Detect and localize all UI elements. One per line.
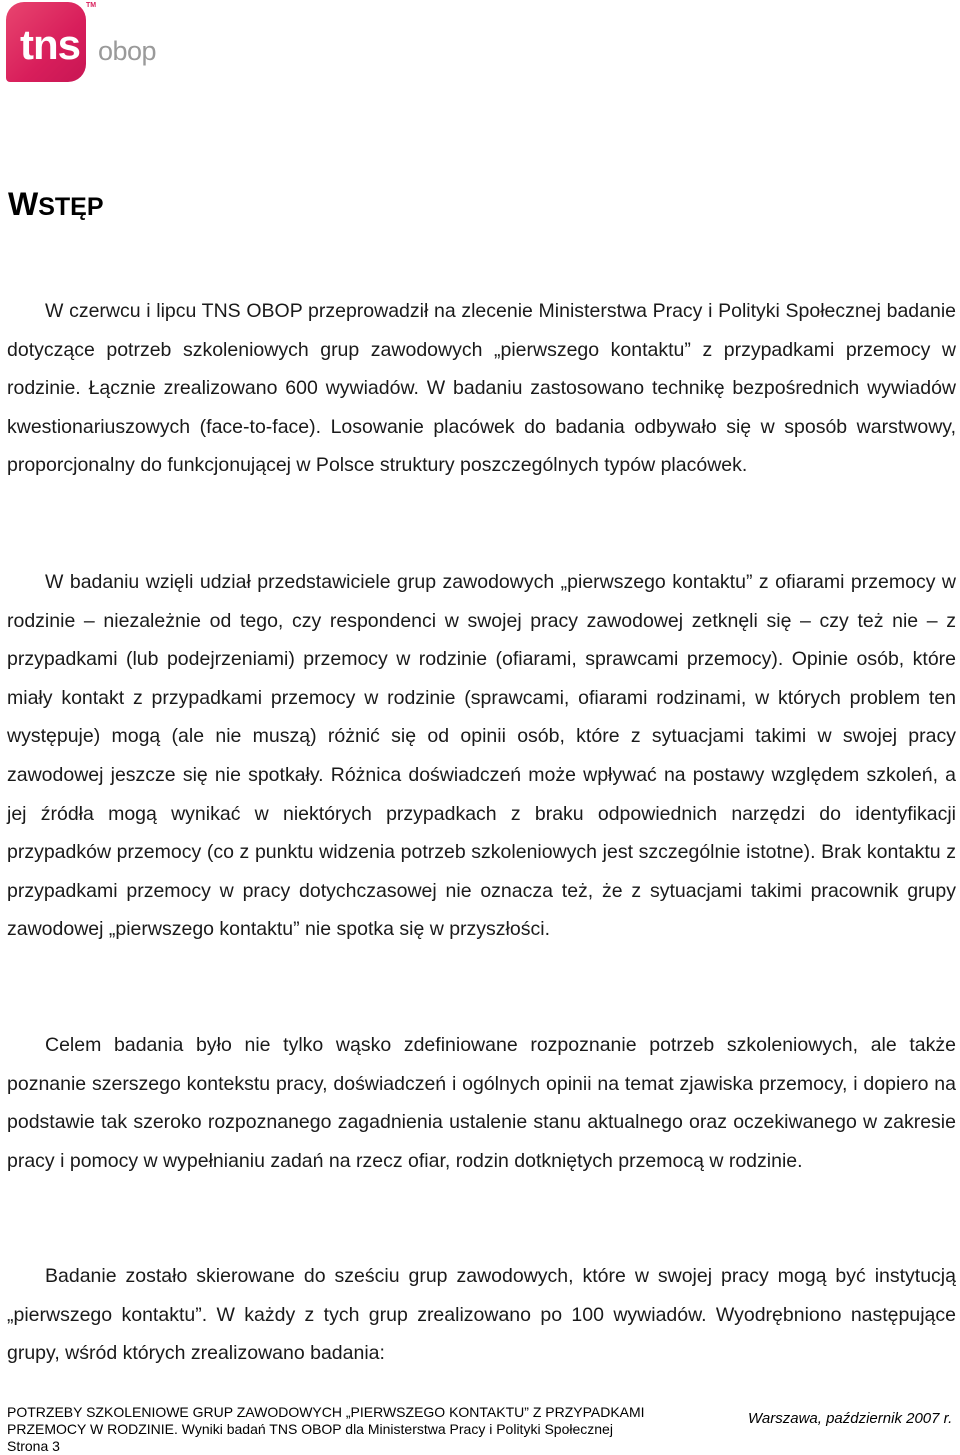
footer-line-1: POTRZEBY SZKOLENIOWE GRUP ZAWODOWYCH „PIERWSZEGO KONTAKTU” Z PRZYPADKAMI	[7, 1404, 645, 1420]
section-heading	[8, 186, 104, 225]
heading-first-letter: W	[8, 186, 39, 222]
logo-obop-text: obop	[98, 36, 157, 66]
paragraph-groups: Badanie zostało skierowane do sześciu grup zawodowych, które w swojej pracy mogą być instytucją „pierwszego kontaktu”. W każdy z tych grup zrealizowano po 100 wywiadów. Wyodrębniono następujące grupy, wśród których zrealizowano badania:	[7, 1265, 956, 1365]
paragraph-intro: W czerwcu i lipcu TNS OBOP przeprowadził na zlecenie Ministerstwa Pracy i Polityki Społecznej badanie dotyczące potrzeb szkoleniowych grup zawodowych „pierwszego kontaktu” z przypadkami przemocy w rodzinie. Łącznie zrealizowano 600 wywiadów. W badaniu zastosowano technikę bezpośrednich wywiadów kwestionariuszowych (face-to-face). Losowanie placówek do badania odbywało się w sposób warstwowy, proporcjonalny do funkcjonującej w Polsce struktury poszczególnych typów placówek.	[7, 300, 956, 477]
page-number: Strona 3	[7, 1438, 60, 1454]
footer-place-date: Warszawa, październik 2007 r.	[748, 1410, 953, 1427]
heading-rest: STĘP	[38, 193, 104, 221]
logo-trademark: TM	[86, 2, 97, 9]
logo-tns-text: tns	[20, 21, 80, 68]
tns-obop-logo	[6, 2, 156, 84]
footer-line-2: PRZEMOCY W RODZINIE. Wyniki badań TNS OBOP dla Ministerstwa Pracy i Polityki Społecznej	[7, 1421, 613, 1437]
footer-title	[7, 1404, 645, 1455]
paragraph-goal: Celem badania było nie tylko wąsko zdefiniowane rozpoznanie potrzeb szkoleniowych, ale także poznanie szerszego kontekstu pracy, doświadczeń i ogólnych opinii na temat zjawiska przemocy, i dopiero na podstawie tak szeroko rozpoznanego zagadnienia ustalenie stanu aktualnego oraz oczekiwanego w zakresie pracy i pomocy w wypełnianiu zadań na rzecz ofiar, rodzin dotkniętych przemocą w rodzinie.	[7, 1034, 956, 1172]
logo-mark	[6, 2, 86, 82]
paragraph-participants: W badaniu wzięli udział przedstawiciele grup zawodowych „pierwszego kontaktu” z ofiarami przemocy w rodzinie – niezależnie od tego, czy respondenci w swojej pracy zawodowej zetknęli się – czy też nie – z przypadkami (lub podejrzeniami) przemocy w rodzinie (ofiarami, sprawcami przemocy). Opinie osób, które miały kontakt z przypadkami przemocy w rodzinie (sprawcami, ofiarami rodzinami, w których problem ten występuje) mogą (ale nie muszą) różnić się od opinii osób, które z sytuacjami takimi w swojej pracy zawodowej jeszcze się nie spotkały. Różnica doświadczeń może wpływać na postawy względem szkoleń, a jej źródła mogą wynikać w niektórych przypadkach z braku odpowiednich narzędzi do identyfikacji przypadków przemocy (co z punktu widzenia potrzeb szkoleniowych jest szczególnie istotne). Brak kontaktu z przypadkami przemocy w pracy dotychczasowej nie oznacza też, że z sytuacjami takimi pracownik grupy zawodowej „pierwszego kontaktu” nie spotka się w przyszłości.	[7, 571, 956, 941]
